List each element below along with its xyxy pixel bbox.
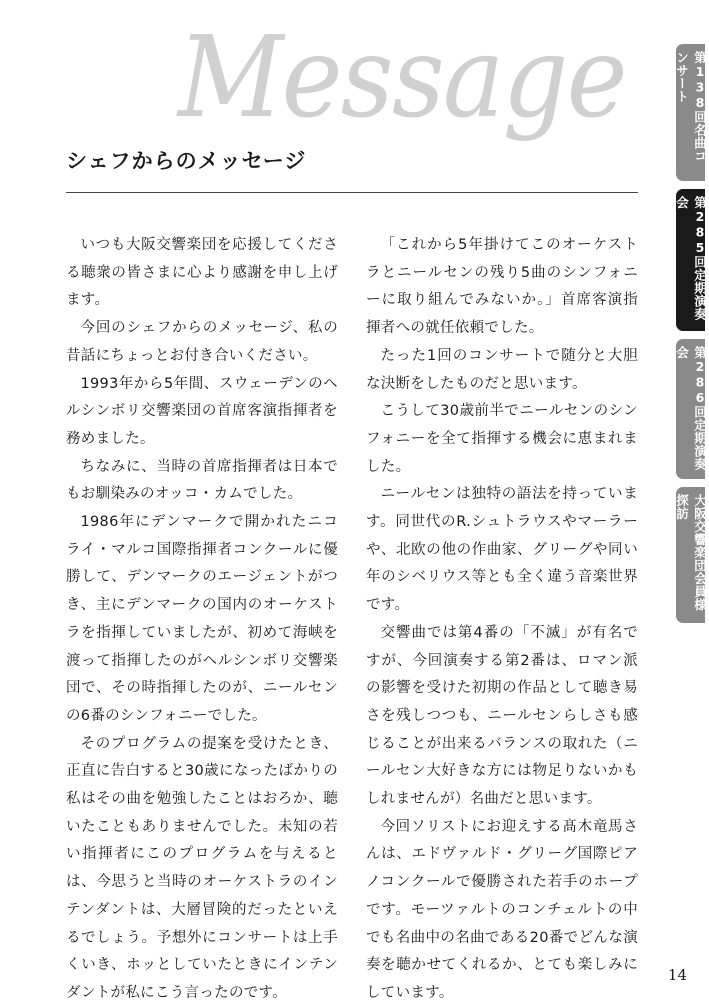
tab-member-visit[interactable]: 大阪交響楽団会員様探訪: [676, 487, 705, 623]
tab-285-teiki-ensoukai[interactable]: 第285回定期演奏会: [676, 189, 705, 331]
paragraph: 今回のシェフからのメッセージ、私の昔話にちょっとお付き合いください。: [66, 320, 338, 364]
section-tabs: [674, 44, 708, 631]
left-column: [66, 232, 338, 1008]
paragraph: 「これから5年掛けてこのオーケストラとニールセンの残り5曲のシンフォニーに取り組んでみないか。」首席客演指揮者への就任依頼でした。: [366, 237, 638, 337]
paragraph: こうして30歳前半でニールセンのシンフォニーを全て指揮する機会に恵まれました。: [366, 403, 638, 475]
tab-138-meikyoku-concert[interactable]: 第138回名曲コンサート: [676, 44, 705, 181]
paragraph: 交響曲では第4番の「不滅」が有名ですが、今回演奏する第2番は、ロマン派の影響を受けた初期の作品として聴き易さを残しつつも、ニールセンらしさも感じることが出来るバランスの取れた（ニールセン大好きな方には物足りないかもしれませんが）名曲だと思います。: [366, 624, 638, 808]
paragraph: たった1回のコンサートで随分と大胆な決断をしたものだと思います。: [366, 347, 638, 392]
paragraph: ちなみに、当時の首席指揮者は日本でもお馴染みのオッコ・カムでした。: [66, 458, 338, 503]
paragraph: そのプログラムの提案を受けたとき、正直に告白すると30歳になったばかりの私はその曲を勉強したことはおろか、聴いたこともありませんでした。未知の若い指揮者にこのプログラムを与えるとは、今思うと当時のオーケストラのインテンダントは、大層冒険的だったといえるでしょう。予想外にコンサートは上手くいき、ホッとしていたときにインテンダントが私にこう言ったのです。: [66, 735, 338, 1001]
paragraph: 1993年から5年間、スウェーデンのヘルシンボリ交響楽団の首席客演指揮者を務めました。: [66, 375, 338, 447]
message-watermark: Message: [178, 13, 626, 143]
paragraph: ニールセンは独特の語法を持っています。同世代のR.シュトラウスやマーラーや、北欧の他の作曲家、グリーグや同い年のシベリウス等とも全く違う音楽世界です。: [366, 486, 638, 614]
tab-286-teiki-ensoukai[interactable]: 第286回定期演奏会: [676, 339, 705, 479]
page-title: シェフからのメッセージ: [66, 149, 307, 173]
title-divider: [66, 192, 638, 193]
paragraph: 1986年にデンマークで開かれたニコライ・マルコ国際指揮者コンクールに優勝して、デンマークのエージェントがつき、主にデンマークの国内のオーケストラを指揮していましたが、初めて海峡を渡って指揮したのがヘルシンボリ交響楽団で、その時指揮したのが、ニールセンの6番のシンフォニーでした。: [66, 514, 338, 724]
paragraph: 今回ソリストにお迎えする髙木竜馬さんは、エドヴァルド・グリーグ国際ピアノコンクールで優勝された若手のホープです。モーツァルトのコンチェルトの中でも名曲中の名曲である20番でどんな演奏を聴かせてくれるか、とても楽しみにしています。: [366, 818, 638, 1001]
right-column: [366, 232, 638, 1008]
page-number: 14: [667, 966, 687, 984]
paragraph: いつも大阪交響楽団を応援してくださる聴衆の皆さまに心より感謝を申し上げます。: [66, 237, 338, 309]
